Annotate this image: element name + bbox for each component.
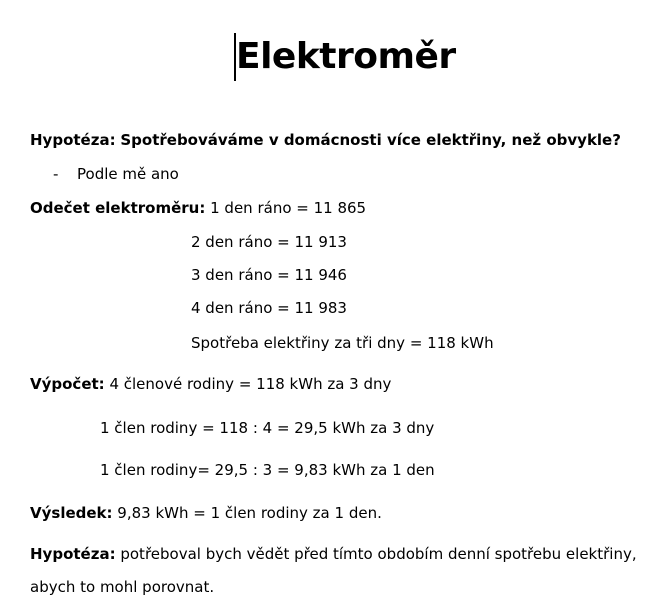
calculation-label: Výpočet: — [30, 375, 105, 393]
hypothesis-line — [30, 133, 621, 148]
page-title: Elektroměr — [236, 36, 456, 77]
hypothesis-text: Spotřebováváme v domácnosti více elektřiny, než obvykle? — [120, 131, 621, 149]
bullet-text: Podle mě ano — [77, 165, 179, 183]
calculation-step-2: 1 člen rodiny= 29,5 : 3 = 9,83 kWh za 1 den — [100, 461, 435, 479]
reading-day-3: 3 den ráno = 11 946 — [191, 266, 347, 284]
calculation-step-1: 1 člen rodiny = 118 : 4 = 29,5 kWh za 3 dny — [100, 419, 435, 437]
consumption-total: Spotřeba elektřiny za tři dny = 118 kWh — [191, 334, 494, 352]
reading-day-2: 2 den ráno = 11 913 — [191, 233, 347, 251]
readings-label: Odečet elektroměru: — [30, 199, 206, 217]
hypothesis2-continuation: abych to mohl porovnat. — [30, 578, 215, 596]
readings-first-line — [30, 201, 366, 216]
calculation-line — [30, 377, 391, 392]
hypothesis2-label: Hypotéza: — [30, 545, 116, 563]
hypothesis-label: Hypotéza: — [30, 131, 116, 149]
calculation-text: 4 členové rodiny = 118 kWh za 3 dny — [109, 375, 392, 393]
result-label: Výsledek: — [30, 504, 113, 522]
result-line — [30, 506, 382, 521]
hypothesis2-text: potřeboval bych vědět před tímto obdobím denní spotřebu elektřiny, — [120, 545, 637, 563]
result-text: 9,83 kWh = 1 člen rodiny za 1 den. — [117, 504, 382, 522]
reading-day-1: 1 den ráno = 11 865 — [210, 199, 367, 217]
reading-day-4: 4 den ráno = 11 983 — [191, 299, 347, 317]
bullet-dash: - — [53, 165, 59, 183]
hypothesis2-line — [30, 547, 637, 562]
